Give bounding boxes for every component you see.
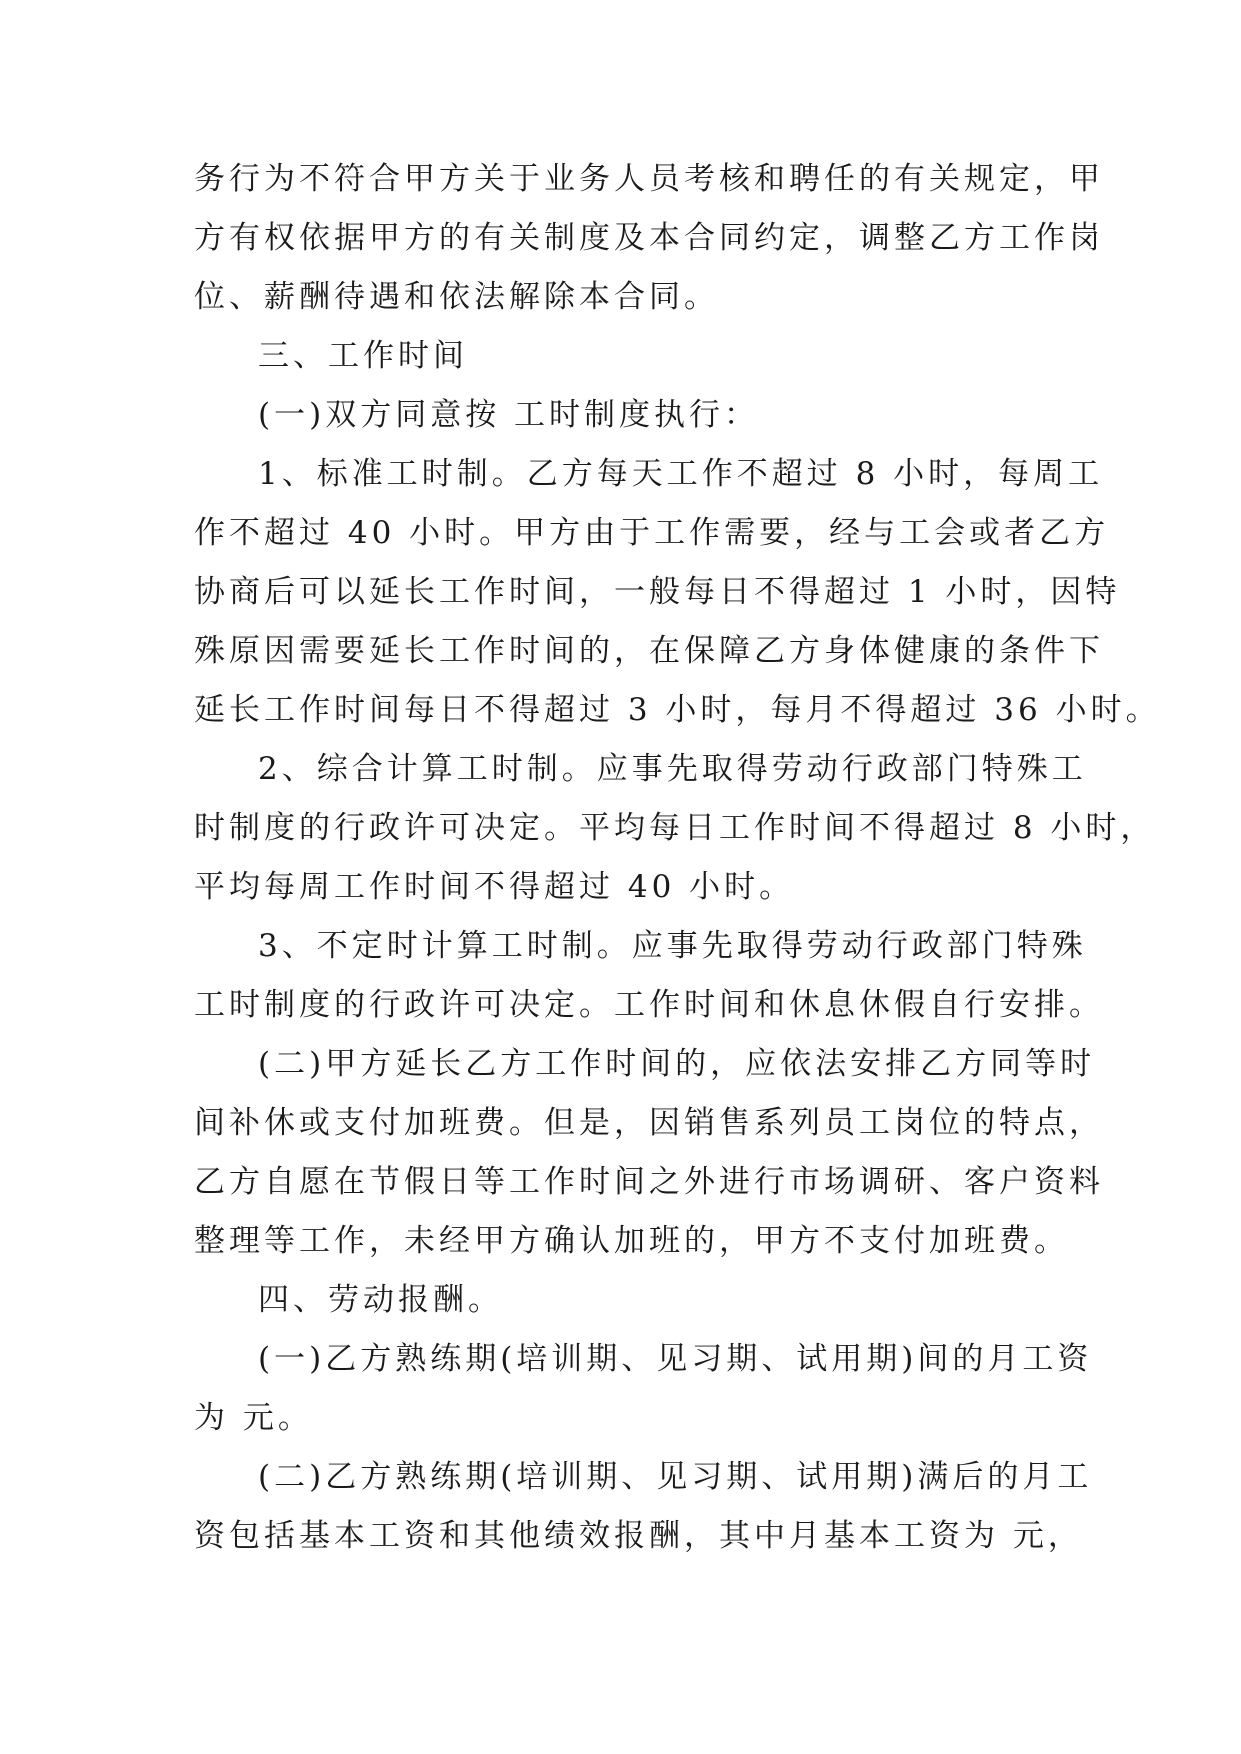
- text-line: 殊原因需要延长工作时间的，在保障乙方身体健康的条件下: [194, 633, 1104, 669]
- document-body: [194, 150, 1161, 1566]
- text-line: 作不超过 40 小时。甲方由于工作需要，经与工会或者乙方: [194, 515, 1110, 551]
- text-line: 3、不定时计算工时制。应事先取得劳动行政部门特殊: [258, 928, 1087, 964]
- text-line: 整理等工作，未经甲方确认加班的，甲方不支付加班费。: [194, 1223, 1069, 1259]
- text-line: 间补休或支付加班费。但是，因销售系列员工岗位的特点，: [194, 1105, 1104, 1141]
- text-line: (一)双方同意按 工时制度执行：: [258, 397, 760, 433]
- text-line: (二)甲方延长乙方工作时间的，应依法安排乙方同等时: [258, 1046, 1096, 1082]
- section-heading: 三、工作时间: [258, 338, 468, 374]
- text-line: 延长工作时间每日不得超过 3 小时，每月不得超过 36 小时。: [194, 692, 1161, 728]
- text-line: 为 元。: [194, 1400, 313, 1436]
- text-line: 工时制度的行政许可决定。工作时间和休息休假自行安排。: [194, 987, 1104, 1023]
- text-line: 务行为不符合甲方关于业务人员考核和聘任的有关规定，甲: [194, 161, 1104, 197]
- text-line: 时制度的行政许可决定。平均每日工作时间不得超过 8 小时，: [194, 810, 1156, 846]
- text-line: 2、综合计算工时制。应事先取得劳动行政部门特殊工: [258, 751, 1087, 787]
- section-heading: 四、劳动报酬。: [258, 1282, 503, 1318]
- text-line: 协商后可以延长工作时间，一般每日不得超过 1 小时，因特: [194, 574, 1121, 610]
- text-line: 1、标准工时制。乙方每天工作不超过 8 小时，每周工: [258, 456, 1104, 492]
- text-line: 资包括基本工资和其他绩效报酬，其中月基本工资为 元，: [194, 1518, 1083, 1554]
- text-line: 乙方自愿在节假日等工作时间之外进行市场调研、客户资料: [194, 1164, 1104, 1200]
- text-line: (二)乙方熟练期(培训期、见习期、试用期)满后的月工: [258, 1459, 1093, 1495]
- text-line: 方有权依据甲方的有关制度及本合同约定，调整乙方工作岗: [194, 220, 1104, 256]
- text-line: 位、薪酬待遇和依法解除本合同。: [194, 279, 719, 315]
- text-line: 平均每周工作时间不得超过 40 小时。: [194, 869, 795, 905]
- text-line: (一)乙方熟练期(培训期、见习期、试用期)间的月工资: [258, 1341, 1093, 1377]
